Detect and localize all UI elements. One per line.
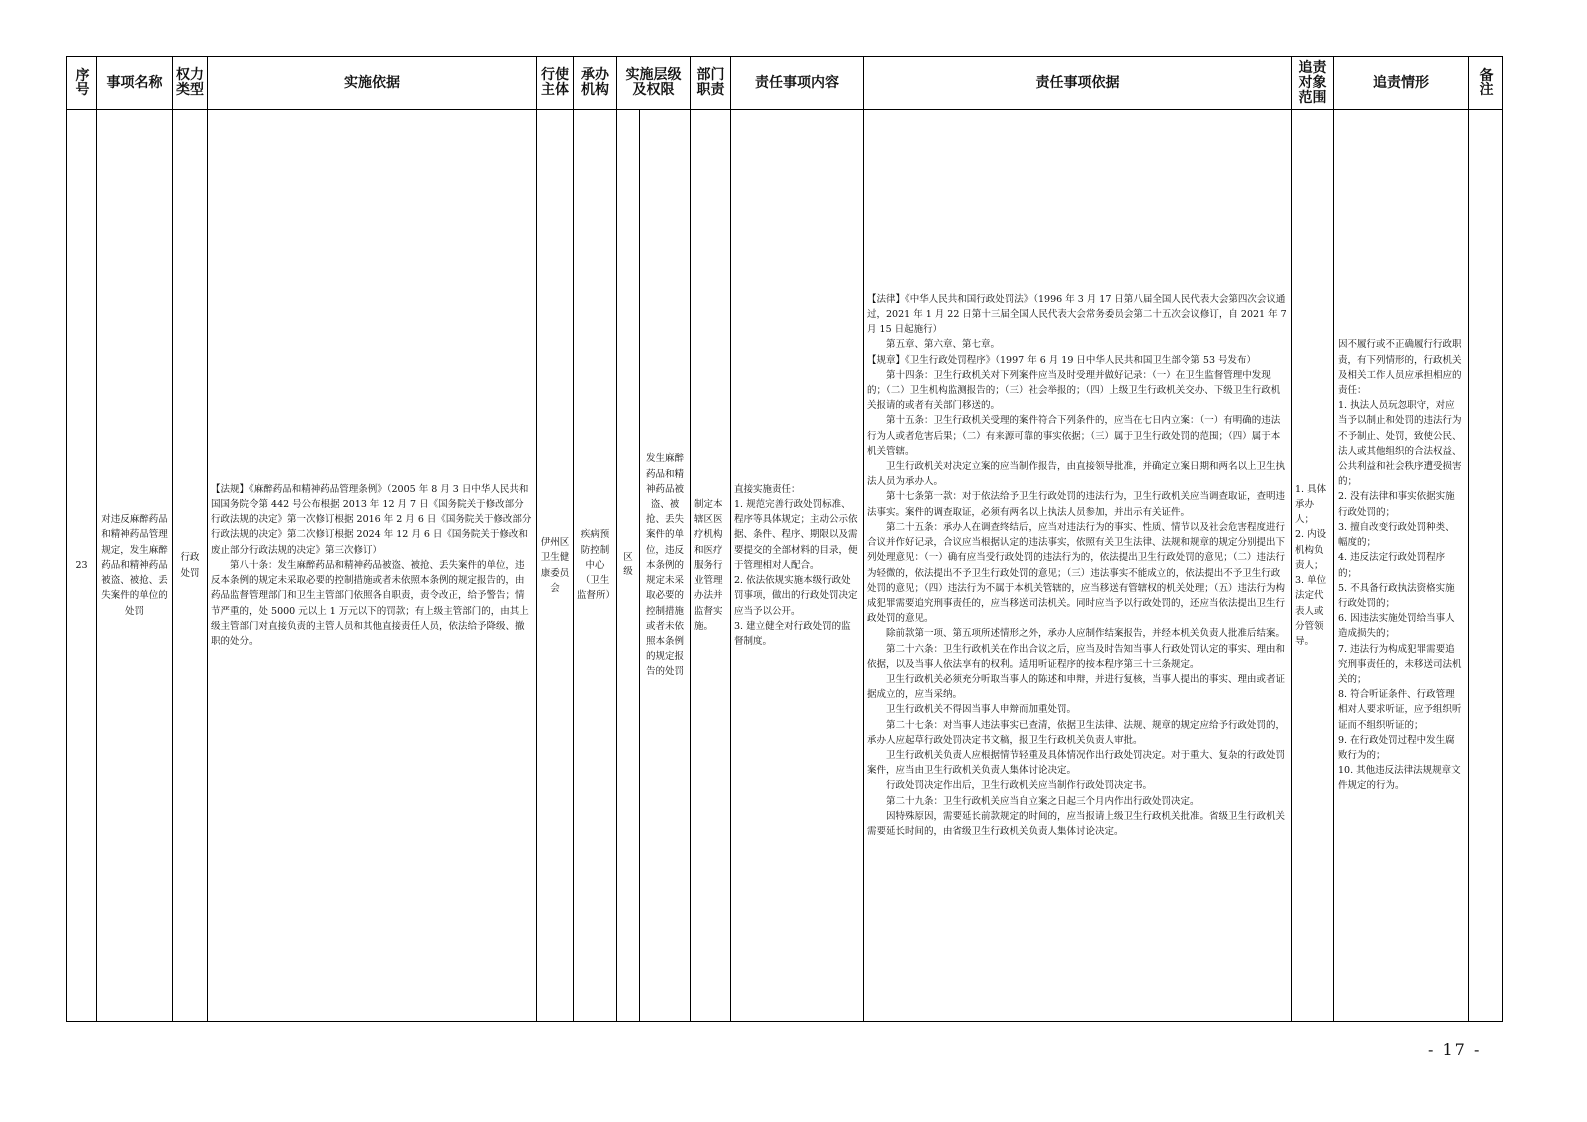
cell-dept-duty: 制定本辖区医疗机构和医疗服务行业管理办法并监督实施。 [691, 110, 731, 1022]
accountability-case-item: 6. 因违法实施处罚给当事人造成损失的； [1338, 613, 1455, 640]
accountability-case-item: 4. 违反法定行政处罚程序的； [1338, 552, 1446, 579]
cell-remarks [1469, 110, 1503, 1022]
header-remarks: 备注 [1469, 57, 1503, 110]
cell-agency: 疾病预防控制中心（卫生监督所） [574, 110, 617, 1022]
resp-content-item: 2. 依法依规实施本级行政处罚事项，做出的行政处罚决定应当予以公开。 [734, 575, 858, 617]
cell-accountability-cases [1334, 110, 1469, 1022]
header-subject: 行使主体 [537, 57, 574, 110]
accountability-scope-item: 3. 单位法定代表人或分管领导。 [1295, 575, 1327, 647]
cell-subject: 伊州区卫生健康委员会 [537, 110, 574, 1022]
accountability-case-item: 9. 在行政处罚过程中发生腐败行为的； [1338, 734, 1455, 761]
cell-power-type: 行政处罚 [173, 110, 208, 1022]
cell-seq: 23 [67, 110, 97, 1022]
accountability-case-item: 2. 没有法律和事实依据实施行政处罚的； [1338, 491, 1455, 518]
resp-basis-paragraph: 卫生行政机关对决定立案的应当制作报告，由直接领导批准，并确定立案日期和两名以上卫生执法人员为承办人。 [867, 461, 1286, 488]
basis-paragraph: 第八十条：发生麻醉药品和精神药品被盗、被抢、丢失案件的单位，违反本条例的规定未采取必要的控制措施或者未依照本条例的规定报告的，由药品监督管理部门和卫生主管部门依照各自职责，责令改正，给予警告；情节严重的，处 5000 元以上 1 万元以下的罚款；有上级主管部门的，由其上级主管部门对直接负责的主管人员和其他直接责任人员，依法给予降级、撤职的处分。 [211, 559, 529, 647]
cell-level-tier: 区级 [617, 110, 640, 1022]
resp-basis-paragraph: 除前款第一项、第五项所述情形之外，承办人应制作结案报告，并经本机关负责人批准后结案。 [886, 628, 1286, 640]
header-row [67, 57, 1503, 110]
cell-resp-content [731, 110, 864, 1022]
resp-content-item: 3. 建立健全对行政处罚的监督制度。 [734, 620, 851, 647]
resp-basis-paragraph: 第二十九条：卫生行政机关应当自立案之日起三个月内作出行政处罚决定。 [886, 795, 1200, 807]
cell-basis [208, 110, 537, 1022]
header-level: 实施层级及权限 [617, 57, 691, 110]
resp-content-item: 直接实施责任： [734, 483, 801, 495]
resp-basis-paragraph: 第二十六条：卫生行政机关在作出合议之后，应当及时告知当事人行政处罚认定的事实、理由和依据，以及当事人依法享有的权利。适用听证程序的按本程序第三十三条规定。 [867, 643, 1286, 670]
cell-accountability-scope [1292, 110, 1334, 1022]
resp-basis-paragraph: 第十四条：卫生行政机关对下列案件应当及时受理并做好记录：（一）在卫生监督管理中发现的；（二）卫生机构监测报告的；（三）社会举报的；（四）上级卫生行政机关交办、下级卫生行政机关报请的或者有关部门移送的。 [867, 369, 1281, 412]
resp-basis-paragraph: 第二十七条：对当事人违法事实已查清，依据卫生法律、法规、规章的规定应给予行政处罚的，承办人应起草行政处罚决定书文稿，报卫生行政机关负责人审批。 [867, 719, 1286, 746]
accountability-case-item: 3. 擅自改变行政处罚种类、幅度的； [1338, 521, 1455, 549]
header-accountability-cases: 追责情形 [1334, 57, 1469, 110]
header-resp-basis: 责任事项依据 [864, 57, 1292, 110]
accountability-case-item: 5. 不具备行政执法资格实施行政处罚的； [1338, 582, 1455, 609]
accountability-case-item: 因不履行或不正确履行行政职责，有下列情形的，行政机关及相关工作人员应承担相应的责任： [1338, 339, 1462, 397]
resp-basis-paragraph: 第十七条第一款：对于依法给予卫生行政处罚的违法行为，卫生行政机关应当调查取证，查明违法事实。案件的调查取证，必须有两名以上执法人员参加，并出示有关证件。 [867, 491, 1286, 518]
resp-basis-paragraph: 卫生行政机关不得因当事人申辩而加重处罚。 [886, 704, 1077, 716]
page-number: - 17 - [1428, 1040, 1482, 1059]
basis-paragraph: 【法规】《麻醉药品和精神药品管理条例》（2005 年 8 月 3 日中华人民共和国国务院令第 442 号公布根据 2013 年 12 月 7 日《国务院关于修改部分行政法规的决定》第一次修订根据 2016 年 2 月 6 日《国务院关于修改部分行政法规的决定》第二次修订根据 2024 年 12 月 6 日《国务院关于修改和废止部分行政法规的决定》第三次修订） [211, 483, 532, 556]
resp-basis-paragraph: 【规章】《卫生行政处罚程序》（1997 年 6 月 19 日中华人民共和国卫生部令第 53 号发布） [867, 354, 1257, 366]
resp-basis-paragraph: 卫生行政机关负责人应根据情节轻重及具体情况作出行政处罚决定。对于重大、复杂的行政处罚案件，应当由卫生行政机关负责人集体讨论决定。 [867, 749, 1286, 777]
responsibility-table [66, 56, 1503, 1022]
header-accountability-scope: 追责对象范围 [1292, 57, 1334, 110]
resp-basis-paragraph: 卫生行政机关必须充分听取当事人的陈述和申辩，并进行复核，当事人提出的事实、理由或者证据成立的，应当采纳。 [867, 673, 1286, 701]
resp-basis-paragraph: 因特殊原因，需要延长前款规定的时间的，应当报请上级卫生行政机关批准。省级卫生行政机关需要延长时间的，由省级卫生行政机关负责人集体讨论决定。 [867, 810, 1286, 837]
header-dept-duty: 部门职责 [691, 57, 731, 110]
accountability-scope-item: 1. 具体承办人； [1295, 483, 1327, 526]
resp-basis-paragraph: 第十五条：卫生行政机关受理的案件符合下列条件的，应当在七日内立案：（一）有明确的违法行为人或者危害后果；（二）有来源可靠的事实依据；（三）属于卫生行政处罚的范围；（四）属于本机关管辖。 [867, 415, 1281, 457]
resp-basis-paragraph: 【法律】《中华人民共和国行政处罚法》（1996 年 3 月 17 日第八届全国人民代表大会第四次会议通过，2021 年 1 月 22 日第十三届全国人民代表大会常务委员会第二十五次会议修订，自 2021 年 7 月 15 日起施行） [867, 293, 1287, 336]
accountability-scope-item: 2. 内设机构负责人； [1295, 529, 1327, 571]
accountability-case-item: 1. 执法人员玩忽职守，对应当予以制止和处罚的违法行为不予制止、处罚，致使公民、法人或其他组织的合法权益、公共利益和社会秩序遭受损害的； [1338, 400, 1462, 488]
header-basis: 实施依据 [208, 57, 537, 110]
header-agency: 承办机构 [574, 57, 617, 110]
cell-name: 对违反麻醉药品和精神药品管理规定，发生麻醉药品和精神药品被盗、被抢、丢失案件的单位的处罚 [97, 110, 173, 1022]
cell-resp-basis [864, 110, 1292, 1022]
cell-level-authority: 发生麻醉药品和精神药品被盗、被抢、丢失案件的单位，违反本条例的规定未采取必要的控制措施或者未依照本条例的规定报告的处罚 [640, 110, 691, 1022]
accountability-case-item: 8. 符合听证条件、行政管理相对人要求听证，应予组织听证而不组织听证的； [1338, 689, 1462, 731]
header-name: 事项名称 [97, 57, 173, 110]
resp-basis-paragraph: 第五章、第六章、第七章。 [886, 339, 1001, 351]
resp-basis-paragraph: 行政处罚决定作出后，卫生行政机关应当制作行政处罚决定书。 [886, 780, 1153, 792]
table-row [67, 110, 1503, 1022]
accountability-case-item: 7. 违法行为构成犯罪需要追究刑事责任的，未移送司法机关的； [1338, 643, 1462, 685]
resp-basis-paragraph: 第二十五条：承办人在调查终结后，应当对违法行为的事实、性质、情节以及社会危害程度进行合议并作好记录，合议应当根据认定的违法事实，依照有关卫生法律、法规和规章的规定分别提出下列处理意见：（一）确有应当受行政处罚的违法行为的，依法提出卫生行政处罚的意见；（二）违法行为轻微的，依法提出不予卫生行政处罚的意见；（三）违法事实不能成立的，依法提出不予卫生行政处罚的意见；（四）违法行为不属于本机关管辖的，应当移送有管辖权的机关处理；（五）违法行为构成犯罪需要追究刑事责任的，应当移送司法机关。同时应当予以行政处罚的，还应当依法提出卫生行政处罚的意见。 [867, 521, 1286, 625]
header-seq: 序号 [67, 57, 97, 110]
header-resp-content: 责任事项内容 [731, 57, 864, 110]
header-power-type: 权力类型 [173, 57, 208, 110]
resp-content-item: 1. 规范完善行政处罚标准、程序等具体规定；主动公示依据、条件、程序、期限以及需要提交的全部材料的目录，便于管理相对人配合。 [734, 499, 858, 571]
accountability-case-item: 10. 其他违反法律法规规章文件规定的行为。 [1338, 765, 1461, 792]
